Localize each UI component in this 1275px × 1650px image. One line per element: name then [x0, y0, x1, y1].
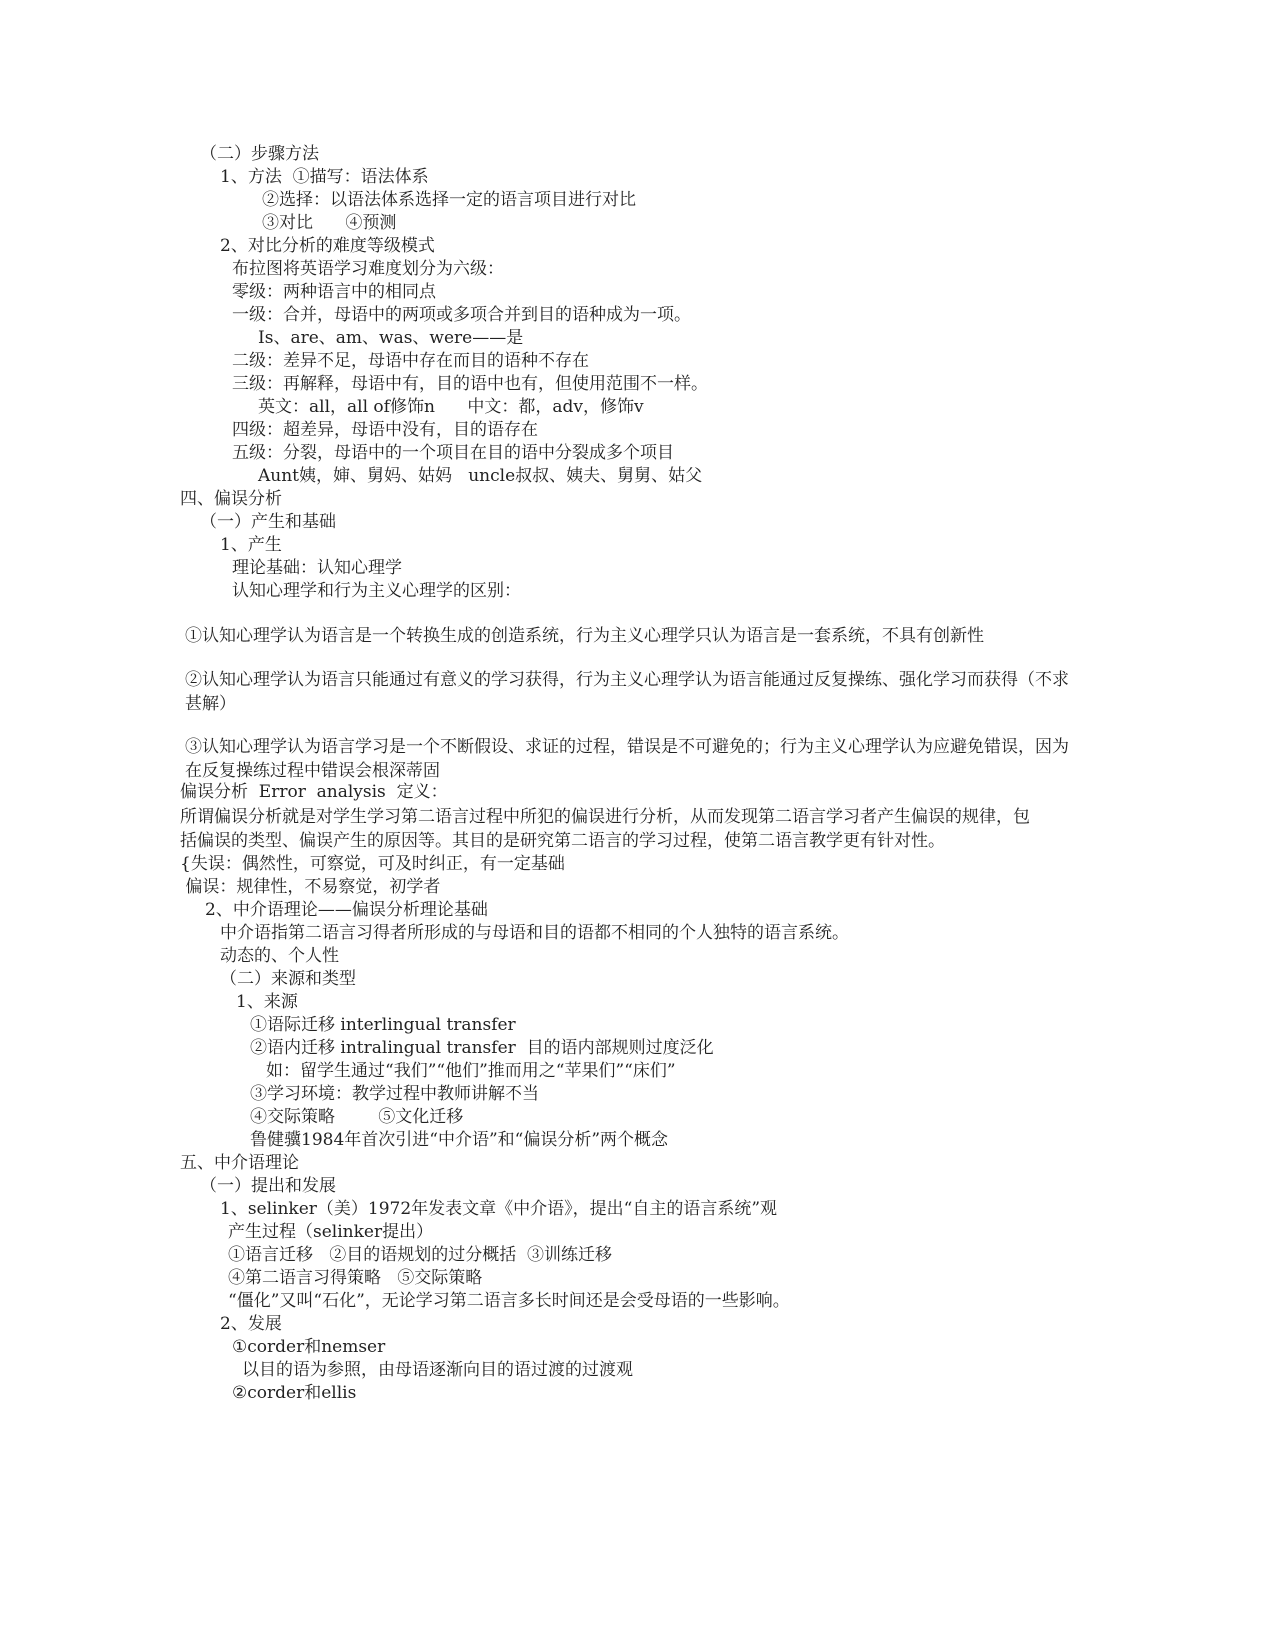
text-line: {失误：偶然性，可察觉，可及时纠正，有一定基础: [180, 854, 565, 874]
paragraph: 所谓偏误分析就是对学生学习第二语言过程中所犯的偏误进行分析，从而发现第二语言学习者产生偏误的规律，包括偏误的类型、偏误产生的原因等。其目的是研究第二语言的学习过程，使第二语言教学更有针对性。: [180, 807, 1030, 851]
text-line: ①语际迁移 interlingual transfer: [250, 1015, 516, 1035]
paragraph: ①认知心理学认为语言是一个转换生成的创造系统，行为主义心理学只认为语言是一套系统，不具有创新性: [185, 626, 984, 646]
text-line: 三级：再解释，母语中有，目的语中也有，但使用范围不一样。: [232, 374, 708, 394]
text-line: 动态的、个人性: [220, 946, 339, 966]
text-line: 二级：差异不足，母语中存在而目的语种不存在: [232, 351, 589, 371]
text-line: ②语内迁移 intralingual transfer 目的语内部规则过度泛化: [250, 1038, 714, 1058]
text-line: 偏误：规律性，不易察觉，初学者: [180, 877, 441, 897]
text-line: 五级：分裂，母语中的一个项目在目的语中分裂成多个项目: [232, 443, 674, 463]
text-line: ③对比 ④预测: [262, 213, 397, 233]
text-line: ④交际策略 ⑤文化迁移: [250, 1107, 464, 1127]
text-line: 认知心理学和行为主义心理学的区别：: [232, 581, 521, 601]
text-line: 零级：两种语言中的相同点: [232, 282, 436, 302]
text-line: 鲁健骥1984年首次引进“中介语”和“偏误分析”两个概念: [250, 1130, 669, 1150]
paragraph: ③认知心理学认为语言学习是一个不断假设、求证的过程，错误是不可避免的；行为主义心理学认为应避免错误，因为在反复操练过程中错误会根深蒂固: [185, 737, 1069, 781]
text-line: 布拉图将英语学习难度划分为六级：: [232, 259, 504, 279]
text-line: 1、方法 ①描写：语法体系: [220, 167, 429, 187]
text-line: ③学习环境：教学过程中教师讲解不当: [250, 1084, 539, 1104]
text-line: ①语言迁移 ②目的语规划的过分概括 ③训练迁移: [228, 1245, 613, 1265]
text-line: 2、中介语理论——偏误分析理论基础: [205, 900, 488, 920]
text-line: 中介语指第二语言习得者所形成的与母语和目的语都不相同的个人独特的语言系统。: [220, 923, 849, 943]
text-line: 四级：超差异，母语中没有，目的语存在: [232, 420, 538, 440]
text-line: 2、发展: [220, 1314, 282, 1334]
text-line: ②corder和ellis: [232, 1383, 357, 1403]
text-line: ②选择：以语法体系选择一定的语言项目进行对比: [262, 190, 636, 210]
text-line: 产生过程（selinker提出）: [228, 1222, 434, 1242]
text-line: 1、来源: [236, 992, 298, 1012]
text-line: “僵化”又叫“石化”，无论学习第二语言多长时间还是会受母语的一些影响。: [228, 1291, 790, 1311]
section-heading: 四、偏误分析: [180, 489, 282, 509]
text-line: Aunt姨，婶、舅妈、姑妈 uncle叔叔、姨夫、舅舅、姑父: [258, 466, 703, 486]
text-line: 以目的语为参照，由母语逐渐向目的语过渡的过渡观: [242, 1360, 633, 1380]
section-heading: （二）来源和类型: [220, 969, 356, 989]
text-line: 偏误分析 Error analysis 定义：: [180, 782, 448, 802]
text-line: ①corder和nemser: [232, 1337, 386, 1357]
section-heading: （一）产生和基础: [200, 512, 336, 532]
text-line: Is、are、am、was、were——是: [258, 328, 524, 348]
section-heading: 五、中介语理论: [180, 1153, 299, 1173]
text-line: 英文：all，all of修饰n 中文：都，adv，修饰v: [258, 397, 644, 417]
section-heading: （一）提出和发展: [200, 1176, 336, 1196]
text-line: 一级：合并，母语中的两项或多项合并到目的语种成为一项。: [232, 305, 691, 325]
text-line: 2、对比分析的难度等级模式: [220, 236, 435, 256]
text-line: 1、产生: [220, 535, 282, 555]
paragraph: ②认知心理学认为语言只能通过有意义的学习获得，行为主义心理学认为语言能通过反复操练、强化学习而获得（不求甚解）: [185, 670, 1069, 714]
text-line: 理论基础：认知心理学: [232, 558, 402, 578]
text-line: ④第二语言习得策略 ⑤交际策略: [228, 1268, 483, 1288]
section-heading: （二）步骤方法: [200, 144, 319, 164]
text-line: 1、selinker（美）1972年发表文章《中介语》，提出“自主的语言系统”观: [220, 1199, 778, 1219]
text-line: 如：留学生通过“我们”“他们”推而用之“苹果们”“床们”: [266, 1061, 676, 1081]
